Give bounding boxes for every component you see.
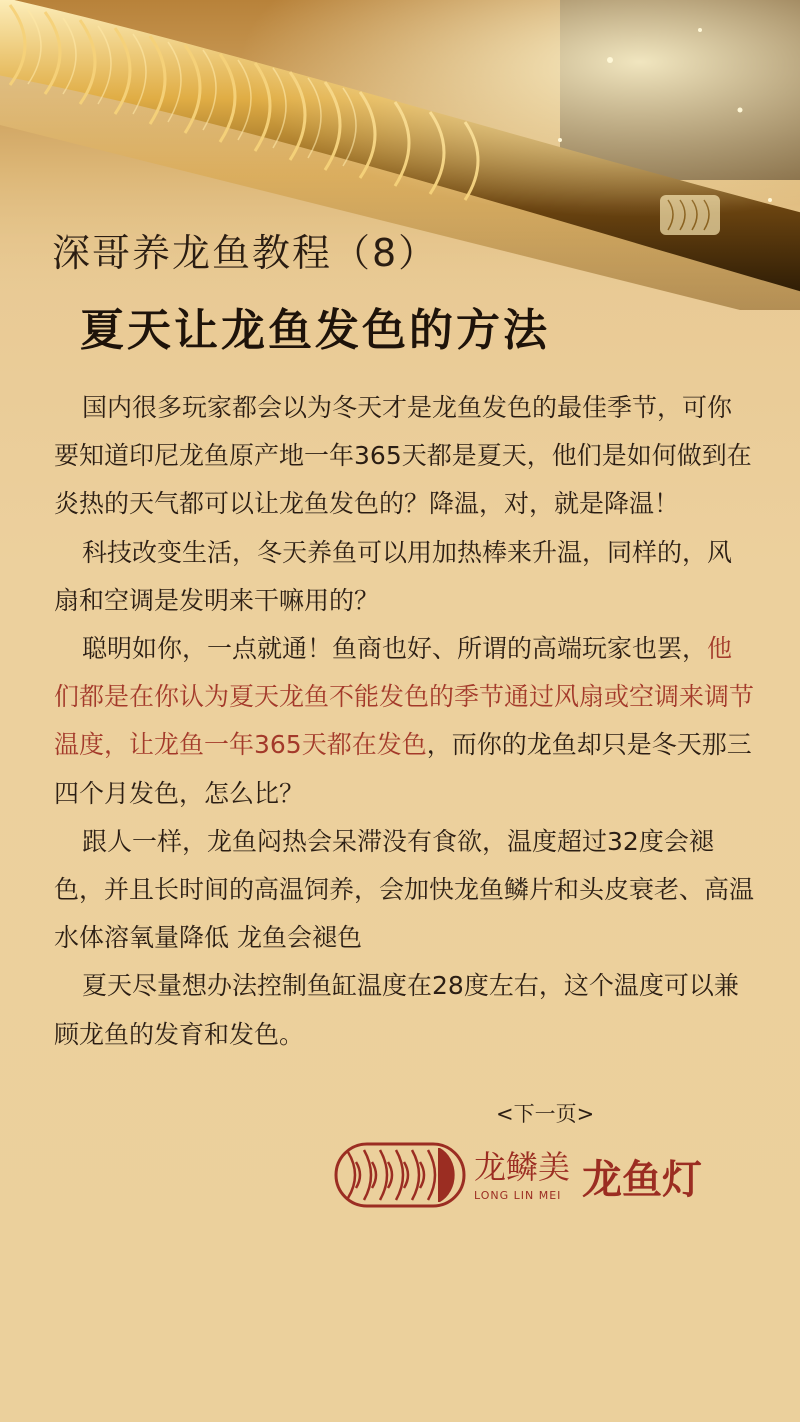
series-subtitle: 深哥养龙鱼教程（8） (52, 231, 439, 275)
paragraph-1: 国内很多玩家都会以为冬天才是龙鱼发色的最佳季节，可你要知道印尼龙鱼原产地一年365天都是夏天，他们是如何做到在炎热的天气都可以让龙鱼发色的？降温，对，就是降温！ (54, 393, 752, 519)
paragraph-3-intro: 聪明如你，一点就通！鱼商也好、所谓的高端玩家也罢， (82, 634, 708, 664)
brand-logo (334, 1142, 714, 1212)
paragraph-3 (54, 625, 754, 818)
paragraph-4: 跟人一样，龙鱼闷热会呆滞没有食欲，温度超过32度会褪色，并且长时间的高温饲养，会加快龙鱼鳞片和头皮衰老、高温水体溶氧量降低 龙鱼会褪色 (54, 826, 755, 953)
product-name: 龙鱼灯 (582, 1157, 702, 1203)
article-body (54, 384, 754, 1059)
brand-name-cn: 龙鳞美 (474, 1148, 571, 1186)
brand-name-en: LONG LIN MEI (474, 1189, 562, 1202)
highlight-text: 他们都是在你认为夏天龙鱼不能发色的季节通过风扇或空调来调节温度，让龙鱼一年365天都在发色 (54, 634, 755, 760)
paragraph-2: 科技改变生活，冬天养鱼可以用加热棒来升温，同样的，风扇和空调是发明来干嘛用的？ (54, 537, 733, 615)
page-title: 夏天让龙鱼发色的方法 (80, 305, 550, 356)
next-page-link[interactable]: <下一页> (496, 1102, 595, 1126)
paragraph-5: 夏天尽量想办法控制鱼缸温度在28度左右，这个温度可以兼顾龙鱼的发育和发色。 (54, 971, 739, 1049)
dragon-scale-logo-icon (334, 1142, 466, 1208)
paragraph-3-end: ，而你的龙鱼却只是冬天那三四个月发色，怎么比？ (54, 730, 752, 808)
